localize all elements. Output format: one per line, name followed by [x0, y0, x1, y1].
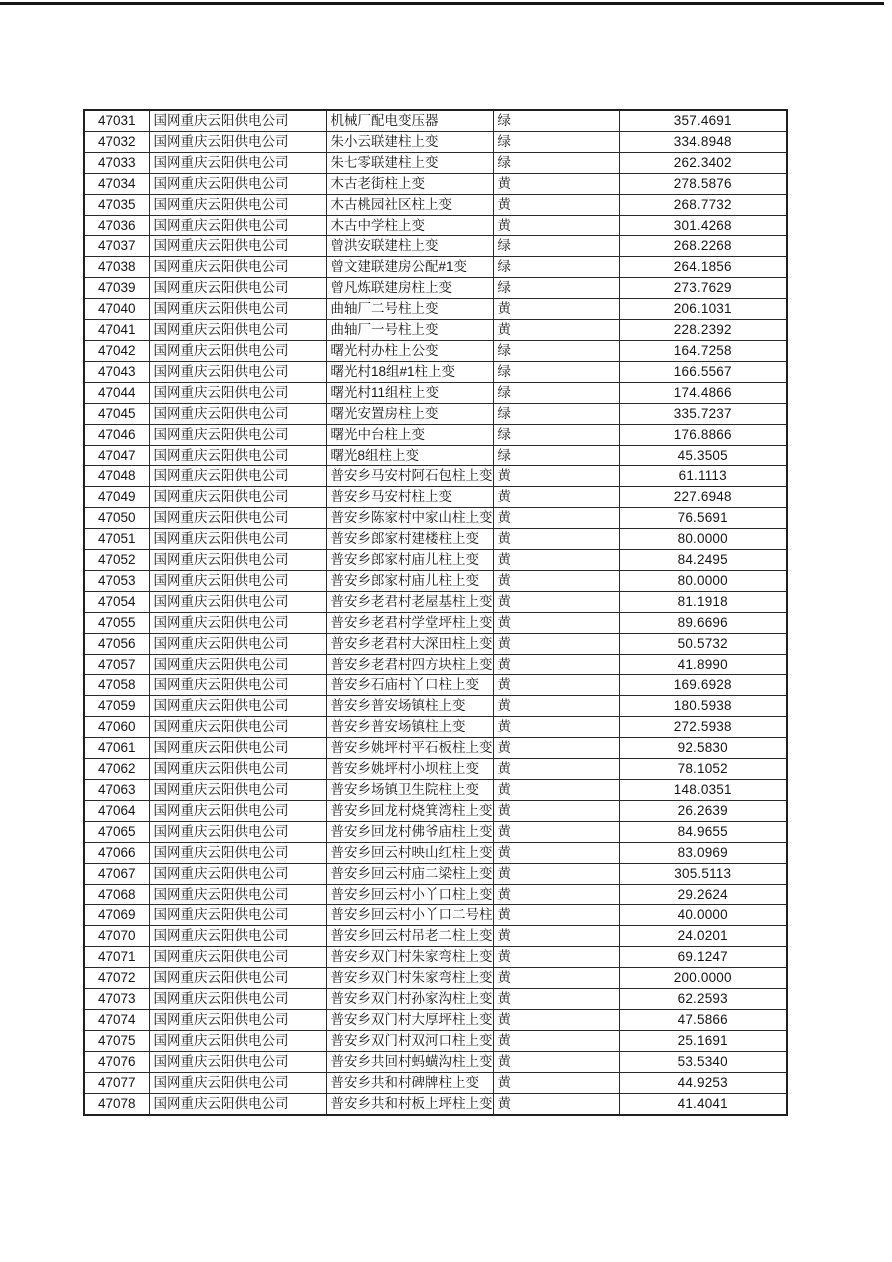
- table-row: [84, 612, 787, 633]
- table-row: [84, 696, 787, 717]
- table-row: [84, 236, 787, 257]
- cell-value: 174.4866: [619, 382, 787, 403]
- cell-name: 普安乡马安村阿石包柱上变: [326, 466, 493, 487]
- cell-name: 普安乡马安村柱上变: [326, 487, 493, 508]
- cell-id: 47032: [84, 131, 149, 152]
- cell-value: 44.9253: [619, 1072, 787, 1093]
- cell-name: 曙光8组柱上变: [326, 445, 493, 466]
- cell-company: 国网重庆云阳供电公司: [149, 696, 326, 717]
- cell-id: 47066: [84, 842, 149, 863]
- table-row: [84, 466, 787, 487]
- cell-name: 普安乡回龙村佛爷庙柱上变: [326, 821, 493, 842]
- table-row: [84, 591, 787, 612]
- cell-value: 334.8948: [619, 131, 787, 152]
- cell-status: 黄: [493, 215, 619, 236]
- cell-company: 国网重庆云阳供电公司: [149, 361, 326, 382]
- cell-value: 301.4268: [619, 215, 787, 236]
- cell-name: 朱七零联建柱上变: [326, 152, 493, 173]
- cell-status: 黄: [493, 173, 619, 194]
- cell-name: 木古中学柱上变: [326, 215, 493, 236]
- cell-value: 206.1031: [619, 299, 787, 320]
- cell-company: 国网重庆云阳供电公司: [149, 424, 326, 445]
- cell-value: 357.4691: [619, 110, 787, 131]
- cell-name: 普安乡回云村小丫口二号柱: [326, 905, 493, 926]
- cell-company: 国网重庆云阳供电公司: [149, 1009, 326, 1030]
- cell-name: 普安乡普安场镇柱上变: [326, 717, 493, 738]
- cell-value: 26.2639: [619, 800, 787, 821]
- cell-company: 国网重庆云阳供电公司: [149, 257, 326, 278]
- cell-id: 47064: [84, 800, 149, 821]
- cell-id: 47060: [84, 717, 149, 738]
- cell-value: 45.3505: [619, 445, 787, 466]
- cell-company: 国网重庆云阳供电公司: [149, 633, 326, 654]
- cell-company: 国网重庆云阳供电公司: [149, 1030, 326, 1051]
- cell-name: 普安乡回云村小丫口柱上变: [326, 884, 493, 905]
- cell-value: 335.7237: [619, 403, 787, 424]
- cell-value: 264.1856: [619, 257, 787, 278]
- cell-name: 普安乡双门村孙家沟柱上变: [326, 989, 493, 1010]
- cell-value: 40.0000: [619, 905, 787, 926]
- cell-value: 180.5938: [619, 696, 787, 717]
- cell-company: 国网重庆云阳供电公司: [149, 173, 326, 194]
- cell-name: 普安乡老君村四方块柱上变: [326, 654, 493, 675]
- table-row: [84, 926, 787, 947]
- cell-id: 47049: [84, 487, 149, 508]
- cell-company: 国网重庆云阳供电公司: [149, 842, 326, 863]
- cell-company: 国网重庆云阳供电公司: [149, 382, 326, 403]
- cell-status: 黄: [493, 800, 619, 821]
- cell-id: 47038: [84, 257, 149, 278]
- cell-name: 普安乡回云村庙二梁柱上变: [326, 863, 493, 884]
- cell-id: 47059: [84, 696, 149, 717]
- cell-status: 黄: [493, 968, 619, 989]
- cell-value: 305.5113: [619, 863, 787, 884]
- cell-company: 国网重庆云阳供电公司: [149, 717, 326, 738]
- table-row: [84, 1051, 787, 1072]
- table-row: [84, 361, 787, 382]
- cell-value: 164.7258: [619, 340, 787, 361]
- cell-status: 黄: [493, 1051, 619, 1072]
- cell-company: 国网重庆云阳供电公司: [149, 550, 326, 571]
- cell-name: 普安乡共回村蚂蟥沟柱上变: [326, 1051, 493, 1072]
- cell-name: 普安乡场镇卫生院柱上变: [326, 780, 493, 801]
- cell-company: 国网重庆云阳供电公司: [149, 487, 326, 508]
- cell-id: 47069: [84, 905, 149, 926]
- cell-status: 黄: [493, 842, 619, 863]
- cell-company: 国网重庆云阳供电公司: [149, 131, 326, 152]
- cell-company: 国网重庆云阳供电公司: [149, 989, 326, 1010]
- cell-name: 普安乡郎家村建楼柱上变: [326, 529, 493, 550]
- cell-company: 国网重庆云阳供电公司: [149, 152, 326, 173]
- cell-status: 黄: [493, 863, 619, 884]
- cell-id: 47034: [84, 173, 149, 194]
- table-row: [84, 299, 787, 320]
- table-row: [84, 989, 787, 1010]
- cell-value: 69.1247: [619, 947, 787, 968]
- table-row: [84, 821, 787, 842]
- cell-name: 木古老街柱上变: [326, 173, 493, 194]
- table-row: [84, 152, 787, 173]
- cell-value: 200.0000: [619, 968, 787, 989]
- cell-name: 曙光中台柱上变: [326, 424, 493, 445]
- cell-id: 47037: [84, 236, 149, 257]
- table-row: [84, 1009, 787, 1030]
- table-row: [84, 445, 787, 466]
- cell-company: 国网重庆云阳供电公司: [149, 654, 326, 675]
- cell-name: 普安乡陈家村中家山柱上变: [326, 508, 493, 529]
- table-row: [84, 800, 787, 821]
- cell-status: 绿: [493, 110, 619, 131]
- cell-name: 曲轴厂一号柱上变: [326, 320, 493, 341]
- cell-id: 47047: [84, 445, 149, 466]
- cell-value: 61.1113: [619, 466, 787, 487]
- cell-value: 169.6928: [619, 675, 787, 696]
- table-row: [84, 131, 787, 152]
- table-row: [84, 884, 787, 905]
- cell-name: 普安乡郎家村庙儿柱上变: [326, 550, 493, 571]
- cell-value: 273.7629: [619, 278, 787, 299]
- cell-value: 83.0969: [619, 842, 787, 863]
- cell-status: 黄: [493, 612, 619, 633]
- cell-name: 普安乡回龙村烧箕湾柱上变: [326, 800, 493, 821]
- cell-value: 227.6948: [619, 487, 787, 508]
- table-row: [84, 570, 787, 591]
- cell-status: 绿: [493, 445, 619, 466]
- cell-status: 黄: [493, 591, 619, 612]
- cell-id: 47057: [84, 654, 149, 675]
- cell-status: 黄: [493, 633, 619, 654]
- table-row: [84, 1093, 787, 1114]
- cell-id: 47051: [84, 529, 149, 550]
- table-row: [84, 403, 787, 424]
- cell-name: 普安乡老君村学堂坪柱上变: [326, 612, 493, 633]
- data-table: [83, 109, 788, 1116]
- cell-company: 国网重庆云阳供电公司: [149, 780, 326, 801]
- table-row: [84, 947, 787, 968]
- cell-name: 曲轴厂二号柱上变: [326, 299, 493, 320]
- table-row: [84, 487, 787, 508]
- table-row: [84, 257, 787, 278]
- cell-status: 黄: [493, 1072, 619, 1093]
- cell-status: 黄: [493, 780, 619, 801]
- cell-name: 普安乡姚坪村平石板柱上变: [326, 738, 493, 759]
- cell-id: 47036: [84, 215, 149, 236]
- cell-id: 47050: [84, 508, 149, 529]
- table-row: [84, 194, 787, 215]
- cell-id: 47067: [84, 863, 149, 884]
- table-row: [84, 717, 787, 738]
- cell-id: 47073: [84, 989, 149, 1010]
- cell-name: 曙光村11组柱上变: [326, 382, 493, 403]
- cell-value: 25.1691: [619, 1030, 787, 1051]
- cell-id: 47071: [84, 947, 149, 968]
- cell-id: 47056: [84, 633, 149, 654]
- table-row: [84, 110, 787, 131]
- cell-company: 国网重庆云阳供电公司: [149, 947, 326, 968]
- table-row: [84, 675, 787, 696]
- cell-id: 47041: [84, 320, 149, 341]
- table-row: [84, 340, 787, 361]
- cell-name: 木古桃园社区柱上变: [326, 194, 493, 215]
- cell-status: 绿: [493, 340, 619, 361]
- cell-status: 黄: [493, 1093, 619, 1114]
- cell-name: 普安乡双门村大厚坪柱上变: [326, 1009, 493, 1030]
- cell-value: 78.1052: [619, 759, 787, 780]
- table-row: [84, 759, 787, 780]
- cell-id: 47061: [84, 738, 149, 759]
- cell-name: 普安乡普安场镇柱上变: [326, 696, 493, 717]
- cell-company: 国网重庆云阳供电公司: [149, 445, 326, 466]
- table-row: [84, 529, 787, 550]
- cell-value: 268.2268: [619, 236, 787, 257]
- cell-name: 普安乡老君村大深田柱上变: [326, 633, 493, 654]
- cell-status: 黄: [493, 738, 619, 759]
- cell-id: 47043: [84, 361, 149, 382]
- table-row: [84, 633, 787, 654]
- cell-company: 国网重庆云阳供电公司: [149, 466, 326, 487]
- cell-id: 47031: [84, 110, 149, 131]
- cell-company: 国网重庆云阳供电公司: [149, 591, 326, 612]
- cell-value: 62.2593: [619, 989, 787, 1010]
- cell-company: 国网重庆云阳供电公司: [149, 320, 326, 341]
- cell-id: 47046: [84, 424, 149, 445]
- cell-status: 黄: [493, 320, 619, 341]
- cell-status: 黄: [493, 989, 619, 1010]
- cell-company: 国网重庆云阳供电公司: [149, 278, 326, 299]
- cell-value: 41.8990: [619, 654, 787, 675]
- cell-company: 国网重庆云阳供电公司: [149, 1093, 326, 1114]
- page-top-rule: [0, 2, 884, 5]
- cell-id: 47048: [84, 466, 149, 487]
- cell-name: 普安乡回云村映山红柱上变: [326, 842, 493, 863]
- table-row: [84, 550, 787, 571]
- cell-status: 黄: [493, 529, 619, 550]
- cell-company: 国网重庆云阳供电公司: [149, 215, 326, 236]
- cell-company: 国网重庆云阳供电公司: [149, 926, 326, 947]
- table-row: [84, 780, 787, 801]
- cell-value: 80.0000: [619, 570, 787, 591]
- cell-company: 国网重庆云阳供电公司: [149, 508, 326, 529]
- table-row: [84, 215, 787, 236]
- cell-id: 47077: [84, 1072, 149, 1093]
- cell-status: 绿: [493, 152, 619, 173]
- cell-id: 47063: [84, 780, 149, 801]
- cell-company: 国网重庆云阳供电公司: [149, 675, 326, 696]
- cell-status: 黄: [493, 299, 619, 320]
- table-row: [84, 173, 787, 194]
- cell-name: 普安乡双门村双河口柱上变: [326, 1030, 493, 1051]
- table-row: [84, 863, 787, 884]
- cell-status: 绿: [493, 257, 619, 278]
- cell-value: 84.9655: [619, 821, 787, 842]
- table-row: [84, 968, 787, 989]
- cell-status: 黄: [493, 550, 619, 571]
- cell-name: 普安乡共和村板上坪柱上变: [326, 1093, 493, 1114]
- table-row: [84, 320, 787, 341]
- cell-id: 47035: [84, 194, 149, 215]
- cell-status: 黄: [493, 947, 619, 968]
- cell-company: 国网重庆云阳供电公司: [149, 738, 326, 759]
- cell-value: 50.5732: [619, 633, 787, 654]
- cell-value: 53.5340: [619, 1051, 787, 1072]
- cell-company: 国网重庆云阳供电公司: [149, 529, 326, 550]
- cell-value: 80.0000: [619, 529, 787, 550]
- cell-name: 普安乡双门村朱家弯柱上变: [326, 968, 493, 989]
- cell-status: 黄: [493, 926, 619, 947]
- cell-value: 268.7732: [619, 194, 787, 215]
- table-row: [84, 738, 787, 759]
- cell-status: 黄: [493, 1030, 619, 1051]
- cell-company: 国网重庆云阳供电公司: [149, 340, 326, 361]
- cell-status: 黄: [493, 717, 619, 738]
- table-row: [84, 278, 787, 299]
- cell-status: 黄: [493, 194, 619, 215]
- cell-value: 76.5691: [619, 508, 787, 529]
- cell-name: 曙光安置房柱上变: [326, 403, 493, 424]
- cell-id: 47058: [84, 675, 149, 696]
- table-row: [84, 382, 787, 403]
- cell-status: 黄: [493, 696, 619, 717]
- cell-id: 47033: [84, 152, 149, 173]
- cell-value: 89.6696: [619, 612, 787, 633]
- cell-status: 黄: [493, 884, 619, 905]
- cell-company: 国网重庆云阳供电公司: [149, 236, 326, 257]
- cell-value: 148.0351: [619, 780, 787, 801]
- cell-company: 国网重庆云阳供电公司: [149, 1072, 326, 1093]
- cell-name: 曙光村办柱上公变: [326, 340, 493, 361]
- cell-company: 国网重庆云阳供电公司: [149, 1051, 326, 1072]
- cell-status: 黄: [493, 654, 619, 675]
- cell-id: 47078: [84, 1093, 149, 1114]
- cell-value: 176.8866: [619, 424, 787, 445]
- cell-value: 47.5866: [619, 1009, 787, 1030]
- cell-status: 黄: [493, 821, 619, 842]
- cell-status: 绿: [493, 278, 619, 299]
- cell-status: 绿: [493, 382, 619, 403]
- cell-company: 国网重庆云阳供电公司: [149, 821, 326, 842]
- data-table-body: [84, 110, 787, 1115]
- cell-id: 47054: [84, 591, 149, 612]
- table-row: [84, 424, 787, 445]
- table-row: [84, 905, 787, 926]
- cell-value: 41.4041: [619, 1093, 787, 1114]
- cell-name: 曙光村18组#1柱上变: [326, 361, 493, 382]
- table-row: [84, 842, 787, 863]
- cell-value: 24.0201: [619, 926, 787, 947]
- cell-value: 81.1918: [619, 591, 787, 612]
- cell-company: 国网重庆云阳供电公司: [149, 968, 326, 989]
- cell-id: 47053: [84, 570, 149, 591]
- cell-id: 47055: [84, 612, 149, 633]
- cell-company: 国网重庆云阳供电公司: [149, 905, 326, 926]
- cell-id: 47040: [84, 299, 149, 320]
- cell-id: 47052: [84, 550, 149, 571]
- cell-id: 47070: [84, 926, 149, 947]
- cell-company: 国网重庆云阳供电公司: [149, 194, 326, 215]
- table-row: [84, 1072, 787, 1093]
- cell-value: 262.3402: [619, 152, 787, 173]
- cell-company: 国网重庆云阳供电公司: [149, 863, 326, 884]
- cell-id: 47074: [84, 1009, 149, 1030]
- cell-id: 47068: [84, 884, 149, 905]
- cell-id: 47072: [84, 968, 149, 989]
- cell-value: 92.5830: [619, 738, 787, 759]
- cell-name: 普安乡共和村碑牌柱上变: [326, 1072, 493, 1093]
- cell-name: 普安乡回云村吊老二柱上变: [326, 926, 493, 947]
- cell-id: 47075: [84, 1030, 149, 1051]
- cell-name: 普安乡双门村朱家弯柱上变: [326, 947, 493, 968]
- cell-status: 黄: [493, 570, 619, 591]
- cell-status: 黄: [493, 675, 619, 696]
- cell-name: 机械厂配电变压器: [326, 110, 493, 131]
- cell-value: 278.5876: [619, 173, 787, 194]
- cell-status: 绿: [493, 236, 619, 257]
- cell-company: 国网重庆云阳供电公司: [149, 570, 326, 591]
- cell-company: 国网重庆云阳供电公司: [149, 884, 326, 905]
- table-row: [84, 1030, 787, 1051]
- cell-name: 普安乡老君村老屋基柱上变: [326, 591, 493, 612]
- cell-name: 普安乡姚坪村小坝柱上变: [326, 759, 493, 780]
- cell-id: 47065: [84, 821, 149, 842]
- cell-company: 国网重庆云阳供电公司: [149, 110, 326, 131]
- cell-id: 47044: [84, 382, 149, 403]
- cell-value: 29.2624: [619, 884, 787, 905]
- cell-status: 黄: [493, 759, 619, 780]
- cell-status: 绿: [493, 361, 619, 382]
- cell-company: 国网重庆云阳供电公司: [149, 612, 326, 633]
- table-row: [84, 508, 787, 529]
- cell-status: 黄: [493, 905, 619, 926]
- cell-name: 朱小云联建柱上变: [326, 131, 493, 152]
- cell-company: 国网重庆云阳供电公司: [149, 800, 326, 821]
- cell-id: 47062: [84, 759, 149, 780]
- cell-status: 绿: [493, 403, 619, 424]
- cell-value: 228.2392: [619, 320, 787, 341]
- cell-company: 国网重庆云阳供电公司: [149, 403, 326, 424]
- cell-company: 国网重庆云阳供电公司: [149, 759, 326, 780]
- cell-status: 绿: [493, 424, 619, 445]
- cell-name: 曾文建联建房公配#1变: [326, 257, 493, 278]
- cell-name: 曾洪安联建柱上变: [326, 236, 493, 257]
- cell-id: 47045: [84, 403, 149, 424]
- cell-company: 国网重庆云阳供电公司: [149, 299, 326, 320]
- cell-status: 黄: [493, 1009, 619, 1030]
- cell-status: 黄: [493, 508, 619, 529]
- cell-status: 黄: [493, 466, 619, 487]
- cell-value: 166.5567: [619, 361, 787, 382]
- cell-value: 272.5938: [619, 717, 787, 738]
- cell-value: 84.2495: [619, 550, 787, 571]
- cell-name: 普安乡郎家村庙儿柱上变: [326, 570, 493, 591]
- table-row: [84, 654, 787, 675]
- cell-id: 47042: [84, 340, 149, 361]
- cell-status: 黄: [493, 487, 619, 508]
- cell-name: 曾凡炼联建房柱上变: [326, 278, 493, 299]
- cell-id: 47076: [84, 1051, 149, 1072]
- cell-name: 普安乡石庙村丫口柱上变: [326, 675, 493, 696]
- cell-id: 47039: [84, 278, 149, 299]
- cell-status: 绿: [493, 131, 619, 152]
